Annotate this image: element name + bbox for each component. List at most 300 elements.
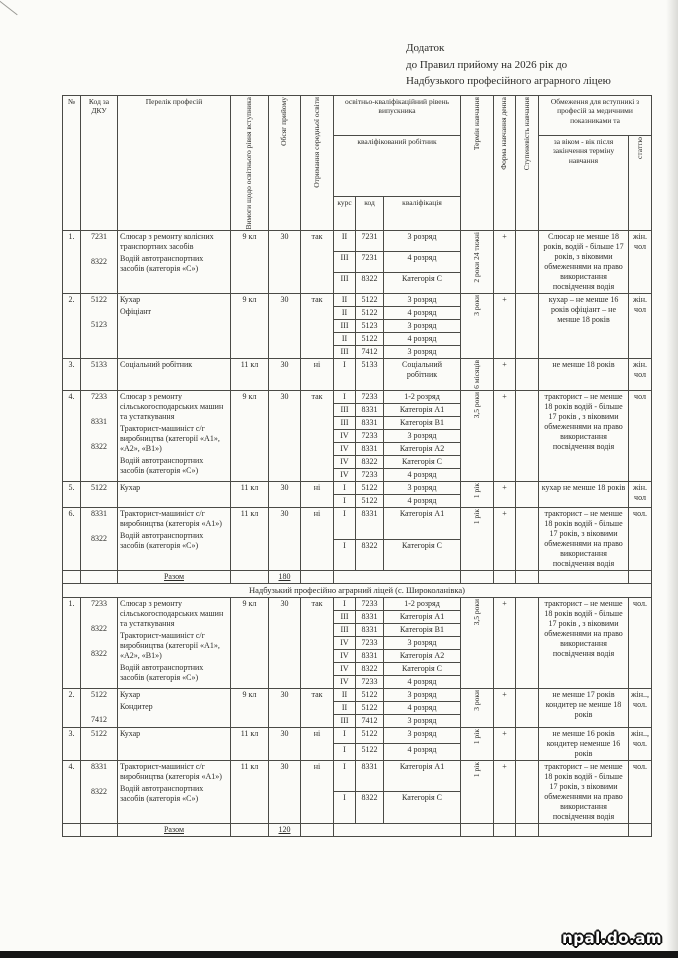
total-empty-duration [461,571,494,584]
row-number: 4. [63,391,81,482]
total-empty-sex [629,823,652,836]
professions-list [118,294,231,359]
study-form: + [494,231,516,294]
profession-name: Слюсар з ремонту сільськогосподарських машин та устаткування [120,392,224,422]
dku-codes [81,727,118,760]
qual-course: I [334,597,356,610]
qual-code: 5122 [356,333,384,346]
qual-course: I [334,495,356,508]
qual-code: 7233 [356,430,384,443]
total-empty-secondary [301,823,334,836]
intake-volume: 30 [269,231,301,294]
study-form: + [494,391,516,482]
qual-course: IV [334,443,356,456]
profession-name: Слюсар з ремонту колісних транспортних засобів [120,232,214,252]
qual-code: 8331 [356,404,384,417]
qual-code: 8322 [356,539,384,571]
qual-grade: 4 розряд [384,252,461,273]
dku-code: 7412 [91,714,107,724]
sex-restriction: жін. чол [629,231,652,294]
total-empty-age [539,823,629,836]
qual-course: II [334,333,356,346]
dku-codes [81,391,118,482]
professions-list [118,688,231,727]
qual-grade: 4 розряд [384,333,461,346]
intake-volume: 30 [269,508,301,571]
qual-code: 8331 [356,760,384,792]
qual-course: IV [334,636,356,649]
dku-code: 5122 [91,483,107,493]
entry-edu-level: 11 кл [231,727,269,760]
qual-code: 8322 [356,456,384,469]
secondary-education: ні [301,482,334,508]
col-header-num: № [63,96,81,231]
header-line-1: Додаток [406,42,445,54]
col-header-qualification: кваліфікація [384,197,461,231]
study-duration: 3,5 роки [461,597,494,688]
qual-grade: 4 розряд [384,495,461,508]
study-duration: 1 рік [461,760,494,823]
qual-course: I [334,727,356,744]
col-header-edu-level: Вимоги щодо освітнього рівня вступника [231,96,269,231]
qual-grade: 4 розряд [384,701,461,714]
age-restriction: не менше 17 років кондитер не менше 18 років [539,688,629,727]
age-restriction: кухар – не менше 16 років офіціант – не менше 18 років [539,294,629,359]
secondary-education: ні [301,359,334,391]
qual-course: III [334,714,356,727]
sex-restriction: чол. [629,508,652,571]
profession-name: Кухар [120,689,141,699]
professions-list [118,231,231,294]
total-row [63,823,652,836]
intake-volume: 30 [269,391,301,482]
total-empty-edu [231,823,269,836]
section-title: Надбузький професійно аграрний ліцей (с. Широколанівка) [63,584,652,598]
sex-restriction: чол. [629,760,652,823]
total-empty-steps [516,823,539,836]
study-form: + [494,294,516,359]
qual-course: I [334,760,356,792]
qual-course: I [334,391,356,404]
secondary-education: так [301,597,334,688]
qual-course: I [334,482,356,495]
total-empty-form [494,823,516,836]
study-duration: 6 місяців [461,359,494,391]
qual-code: 8331 [356,508,384,540]
row-number: 2. [63,294,81,359]
qual-grade: 3 розряд [384,727,461,744]
qual-code: 5122 [356,307,384,320]
qual-code: 5122 [356,744,384,761]
study-form: + [494,508,516,571]
profession-row-s2-2.-sub1 [63,688,652,701]
header-line-2: до Правил прийому на 2026 рік до [406,58,568,71]
qual-course: I [334,744,356,761]
qual-code: 7233 [356,597,384,610]
qual-code: 5122 [356,727,384,744]
age-restriction: тракторист – не менше 18 років водій - більше 17 років, з віковими обмеженнями на право використання посвідчення водія [539,508,629,571]
qual-code: 5123 [356,320,384,333]
profession-row-s1-3.-sub1 [63,359,652,391]
qual-grade: Категорія А2 [384,443,461,456]
total-empty-duration [461,823,494,836]
professions-list [118,482,231,508]
table-body [63,231,652,837]
profession-name: Водій автотранспортних засобів (категорія «С») [120,456,204,476]
qual-course: I [334,359,356,391]
entry-edu-level: 9 кл [231,597,269,688]
qual-course: III [334,346,356,359]
qual-grade: Категорія А1 [384,404,461,417]
qual-grade: 3 розряд [384,231,461,252]
qual-grade: 3 розряд [384,294,461,307]
qual-grade: Категорія С [384,792,461,824]
col-header-secondary: Отримання середньої освіти [301,96,334,231]
sex-restriction: чол [629,391,652,482]
dku-code: 7231 [91,232,107,242]
secondary-education: ні [301,508,334,571]
qual-course: I [334,792,356,824]
study-steps [516,688,539,727]
profession-name: Кухар [120,728,141,738]
profession-row-s1-4.-sub1 [63,391,652,404]
secondary-education: так [301,294,334,359]
qual-course: I [334,508,356,540]
study-form: + [494,597,516,688]
scan-corner-artifact [0,0,18,15]
col-header-limits-group: Обмеження для вступникі з професій за медичними показниками та [539,96,652,136]
profession-name: Тракторист-машиніст с/г виробництва (категорії «А1», «А2», «В1») [120,424,220,454]
study-duration: 1 рік [461,727,494,760]
entry-edu-level: 9 кл [231,688,269,727]
dku-code: 7233 [91,598,107,608]
profession-name: Соціальний робітник [120,360,193,370]
age-restriction: не менше 16 років кондитер неменше 16 років [539,727,629,760]
entry-edu-level: 11 кл [231,482,269,508]
intake-volume: 30 [269,482,301,508]
qual-course: III [334,417,356,430]
qual-grade: Категорія А1 [384,508,461,540]
qual-code: 7231 [356,252,384,273]
qual-code: 7233 [356,675,384,688]
study-steps [516,391,539,482]
row-number: 4. [63,760,81,823]
qual-code: 5133 [356,359,384,391]
qual-course: II [334,307,356,320]
entry-edu-level: 11 кл [231,508,269,571]
intake-volume: 30 [269,727,301,760]
entry-edu-level: 9 кл [231,391,269,482]
qual-code: 5122 [356,482,384,495]
dku-code: 8331 [91,417,107,427]
profession-row-s1-5.-sub1 [63,482,652,495]
col-header-code: Код за ДКУ [81,96,118,231]
profession-name: Кондитер [120,701,153,711]
profession-row-s1-6.-sub1 [63,508,652,540]
professions-list [118,760,231,823]
qual-course: II [334,231,356,252]
section-title-row [63,584,652,598]
professions-list [118,597,231,688]
study-form: + [494,688,516,727]
study-duration: 3 роки [461,688,494,727]
dku-codes [81,597,118,688]
age-restriction: Слюсар не менше 18 років, водій - більше 17 років, з віковими обмеженнями на право використання посвідчення водія [539,231,629,294]
admission-plan-table [62,95,652,837]
qual-course: III [334,623,356,636]
qual-course: IV [334,649,356,662]
professions-list [118,508,231,571]
qual-code: 8331 [356,610,384,623]
row-number: 3. [63,359,81,391]
secondary-education: ні [301,727,334,760]
study-steps [516,482,539,508]
study-steps [516,597,539,688]
intake-volume: 30 [269,294,301,359]
study-steps [516,508,539,571]
qual-grade: Категорія А2 [384,649,461,662]
row-number: 1. [63,597,81,688]
study-duration: 3 роки [461,294,494,359]
qual-grade: Категорія А1 [384,760,461,792]
dku-code: 5133 [91,360,107,370]
profession-name: Водій автотранспортних засобів (категорія «С») [120,662,204,682]
total-empty-quals [334,571,461,584]
total-empty-secondary [301,571,334,584]
profession-name: Водій автотранспортних засобів (категорія «С») [120,531,204,551]
dku-codes [81,688,118,727]
study-duration: 2 роки 24 тижні [461,231,494,294]
qual-course: I [334,539,356,571]
professions-list [118,391,231,482]
profession-name: Тракторист-машиніст с/г виробництва (категорії «А1», «А2», «В1») [120,630,220,660]
profession-row-s2-3.-sub1 [63,727,652,744]
total-label: Разом [118,571,231,584]
qual-code: 7233 [356,469,384,482]
qual-grade: 4 розряд [384,675,461,688]
qual-course: III [334,610,356,623]
profession-row-s1-1.-sub1 [63,231,652,252]
total-row [63,571,652,584]
qual-grade: Категорія В1 [384,623,461,636]
secondary-education: так [301,688,334,727]
dku-code: 5122 [91,728,107,738]
qual-grade: 3 розряд [384,346,461,359]
total-empty-code [81,571,118,584]
entry-edu-level: 11 кл [231,359,269,391]
sex-restriction: жін. чол [629,359,652,391]
row-number: 1. [63,231,81,294]
dku-code: 8322 [91,442,107,452]
sex-restriction: жін. чол [629,294,652,359]
dku-code: 5122 [91,689,107,699]
dku-code: 8322 [91,534,107,544]
sex-restriction: жін.., чол. [629,688,652,727]
col-header-qual-sub: кваліфікований робітник [334,136,461,197]
profession-name: Водій автотранспортних засобів (категорія «С») [120,254,204,274]
dku-codes [81,359,118,391]
qual-course: IV [334,469,356,482]
dku-code: 7233 [91,392,107,402]
total-empty-num [63,571,81,584]
qual-grade: 4 розряд [384,469,461,482]
study-form: + [494,760,516,823]
total-value: 180 [269,571,301,584]
qual-code: 7412 [356,346,384,359]
sex-restriction: жін.., чол. [629,727,652,760]
bottom-scan-bar [0,951,678,958]
age-restriction: тракторист – не менше 18 років водій - більше 17 років , з віковими обмеженнями на право використання посвідчення водія [539,391,629,482]
dku-code: 8331 [91,509,107,519]
qual-code: 7233 [356,391,384,404]
total-label: Разом [118,823,231,836]
qual-grade: 3 розряд [384,636,461,649]
qual-course: III [334,252,356,273]
entry-edu-level: 9 кл [231,231,269,294]
qual-course: III [334,273,356,294]
professions-list [118,359,231,391]
profession-name: Водій автотранспортних засобів (категорія «С») [120,783,204,803]
dku-code: 8322 [91,786,107,796]
secondary-education: так [301,231,334,294]
qual-grade: 4 розряд [384,307,461,320]
study-steps [516,359,539,391]
row-number: 5. [63,482,81,508]
dku-code: 5123 [91,320,107,330]
profession-name: Тракторист-машиніст с/г виробництва (категорія «А1») [120,761,222,781]
qual-course: II [334,701,356,714]
watermark: npal.do.am [562,929,662,947]
qual-code: 7233 [356,636,384,649]
qual-grade: 3 розряд [384,430,461,443]
qual-code: 5122 [356,495,384,508]
study-duration: 1 рік [461,482,494,508]
row-number: 6. [63,508,81,571]
total-empty-num [63,823,81,836]
qual-course: IV [334,430,356,443]
sex-restriction: жін. чол [629,482,652,508]
qual-grade: Категорія С [384,662,461,675]
dku-code: 8322 [91,257,107,267]
qual-grade: Соціальний робітник [384,359,461,391]
header-line-3: Надбузького професійного аграрного ліцею [406,75,611,87]
total-value: 120 [269,823,301,836]
page-edge-shadow [666,0,678,958]
profession-name: Слюсар з ремонту сільськогосподарських машин та устаткування [120,598,224,628]
dku-code: 8322 [91,648,107,658]
age-restriction: не менше 18 років [539,359,629,391]
qual-code: 8322 [356,792,384,824]
qual-grade: 3 розряд [384,482,461,495]
qual-course: II [334,688,356,701]
study-form: + [494,482,516,508]
dku-codes [81,760,118,823]
qual-code: 7231 [356,231,384,252]
qual-code: 5122 [356,294,384,307]
qual-code: 5122 [356,701,384,714]
age-restriction: тракторист – не менше 18 років водій - більше 17 років, з віковими обмеженнями на право використання посвідчення водія [539,760,629,823]
qual-grade: 3 розряд [384,688,461,701]
col-header-course: курс [334,197,356,231]
age-restriction: тракторист – не менше 18 років водій - більше 17 років , з віковими обмеженнями на право використання посвідчення водія [539,597,629,688]
entry-edu-level: 9 кл [231,294,269,359]
qual-course: III [334,320,356,333]
study-steps [516,231,539,294]
col-header-steps: Ступеневість навчання [516,96,539,231]
col-header-age: за віком - вік після закінчення терміну навчання [539,136,629,231]
total-empty-code [81,823,118,836]
qual-course: IV [334,456,356,469]
qual-code: 8331 [356,417,384,430]
total-empty-form [494,571,516,584]
intake-volume: 30 [269,760,301,823]
study-duration: 3,5 роки [461,391,494,482]
qual-code: 8322 [356,662,384,675]
qual-course: III [334,404,356,417]
study-form: + [494,359,516,391]
row-number: 2. [63,688,81,727]
profession-row-s2-4.-sub1 [63,760,652,792]
profession-name: Кухар [120,483,141,493]
sex-restriction: чол. [629,597,652,688]
study-duration: 1 рік [461,508,494,571]
entry-edu-level: 11 кл [231,760,269,823]
qual-code: 8322 [356,273,384,294]
qual-grade: Категорія В1 [384,417,461,430]
table-head [63,96,652,231]
qual-course: IV [334,675,356,688]
profession-name: Кухар [120,295,141,305]
study-steps [516,760,539,823]
qual-grade: 4 розряд [384,744,461,761]
dku-codes [81,482,118,508]
study-steps [516,294,539,359]
qual-grade: Категорія С [384,539,461,571]
col-header-sex: статтю [629,136,652,231]
study-form: + [494,727,516,760]
dku-codes [81,231,118,294]
qual-code: 8331 [356,443,384,456]
secondary-education: так [301,391,334,482]
dku-codes [81,294,118,359]
intake-volume: 30 [269,597,301,688]
profession-name: Тракторист-машиніст с/г виробництва (категорія «А1») [120,509,222,529]
row-number: 3. [63,727,81,760]
qual-grade: 1-2 розряд [384,597,461,610]
col-header-qual-code: код [356,197,384,231]
intake-volume: 30 [269,359,301,391]
col-header-intake: Обсяг прийому [269,96,301,231]
qual-grade: 3 розряд [384,714,461,727]
total-empty-quals [334,823,461,836]
qual-code: 8331 [356,649,384,662]
total-empty-sex [629,571,652,584]
professions-list [118,727,231,760]
intake-volume: 30 [269,688,301,727]
qual-grade: 1-2 розряд [384,391,461,404]
qual-course: IV [334,662,356,675]
total-empty-edu [231,571,269,584]
qual-code: 5122 [356,688,384,701]
total-empty-age [539,571,629,584]
age-restriction: кухар не менше 18 років [539,482,629,508]
dku-codes [81,508,118,571]
dku-code: 8322 [91,623,107,633]
qual-grade: Категорія А1 [384,610,461,623]
qual-course: II [334,294,356,307]
col-header-qual-group: освітньо-кваліфікаційний рівень випускника [334,96,461,136]
col-header-professions: Перелік професій [118,96,231,231]
